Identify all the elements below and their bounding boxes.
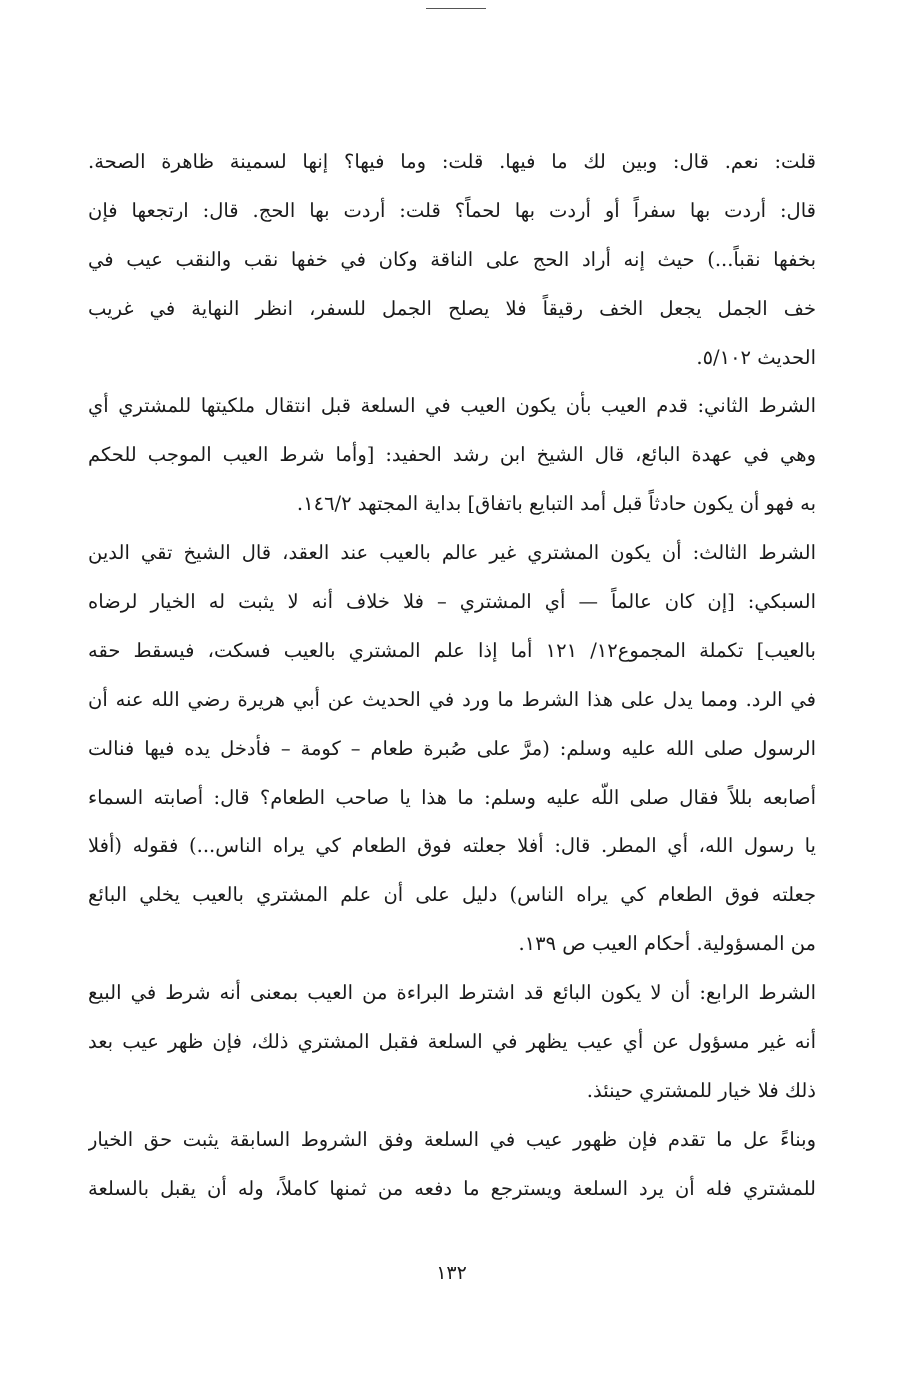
text-line: بخفها نقباً...) حيث إنه أراد الحج على الناقة وكان في خفها نقب والنقب عيب في bbox=[88, 247, 816, 271]
text-line: به فهو أن يكون حادثاً قبل أمد التبايع باتفاق] بداية المجتهد ١٤٦/٢. bbox=[296, 492, 816, 516]
text-line: السبكي: [إن كان عالماً — أي المشتري – فلا خلاف أنه لا يثبت له الخيار لرضاه bbox=[88, 590, 816, 614]
text-line: وهي في عهدة البائع، قال الشيخ ابن رشد الحفيد: [وأما شرط العيب الموجب للحكم bbox=[88, 443, 816, 467]
text-line: الحديث ٥/١٠٢. bbox=[696, 345, 816, 369]
text-line: الشرط الثاني: قدم العيب بأن يكون العيب في السلعة قبل انتقال ملكيتها للمشتري أي bbox=[88, 394, 816, 418]
text-line: جعلته فوق الطعام كي يراه الناس) دليل على أن علم المشتري بالعيب يخلي البائع bbox=[88, 883, 816, 907]
text-line: في الرد. ومما يدل على هذا الشرط ما ورد في الحديث عن أبي هريرة رضي الله عنه أن bbox=[88, 687, 816, 711]
text-line: الرسول صلى الله عليه وسلم: (مرَّ على صُبرة طعام – كومة – فأدخل يده فيها فنالت bbox=[88, 736, 816, 760]
text-line: الشرط الرابع: أن لا يكون البائع قد اشترط البراءة من العيب بمعنى أنه شرط في البيع bbox=[88, 981, 816, 1005]
text-line: وبناءً عل ما تقدم فإن ظهور عيب في السلعة وفق الشروط السابقة يثبت حق الخيار bbox=[88, 1127, 816, 1151]
text-line: ذلك فلا خيار للمشتري حينئذ. bbox=[586, 1078, 816, 1102]
text-line: يا رسول الله، أي المطر. قال: أفلا جعلته فوق الطعام كي يراه الناس...) فقوله (أفلا bbox=[88, 834, 816, 858]
header-rule bbox=[426, 8, 486, 9]
text-line: قال: أردت بها سفراً أو أردت بها لحماً؟ قلت: أردت بها الحج. قال: ارتجعها فإن bbox=[88, 198, 816, 222]
text-line: قلت: نعم. قال: وبين لك ما فيها. قلت: وما فيها؟ إنها لسمينة ظاهرة الصحة. bbox=[88, 150, 816, 173]
page-number: ١٣٢ bbox=[436, 1262, 467, 1284]
text-line: بالعيب] تكملة المجموع١٢/ ١٢١ أما إذا علم المشتري بالعيب فسكت، فيسقط حقه bbox=[88, 638, 816, 662]
text-line: للمشتري فله أن يرد السلعة ويسترجع ما دفعه من ثمنها كاملاً، وله أن يقبل بالسلعة bbox=[88, 1176, 816, 1200]
text-line: أصابعه بللاً فقال صلى اللّه عليه وسلم: ما هذا يا صاحب الطعام؟ قال: أصابته السماء bbox=[88, 785, 816, 809]
text-line: أنه غير مسؤول عن أي عيب يظهر في السلعة فقبل المشتري ذلك، فإن ظهر عيب بعد bbox=[88, 1030, 816, 1054]
body-text bbox=[88, 138, 816, 1214]
text-line: من المسؤولية. أحكام العيب ص ١٣٩. bbox=[518, 932, 816, 956]
text-line: الشرط الثالث: أن يكون المشتري غير عالم بالعيب عند العقد، قال الشيخ تقي الدين bbox=[88, 541, 816, 565]
text-line: خف الجمل يجعل الخف رقيقاً فلا يصلح الجمل للسفر، انظر النهاية في غريب bbox=[88, 296, 816, 320]
